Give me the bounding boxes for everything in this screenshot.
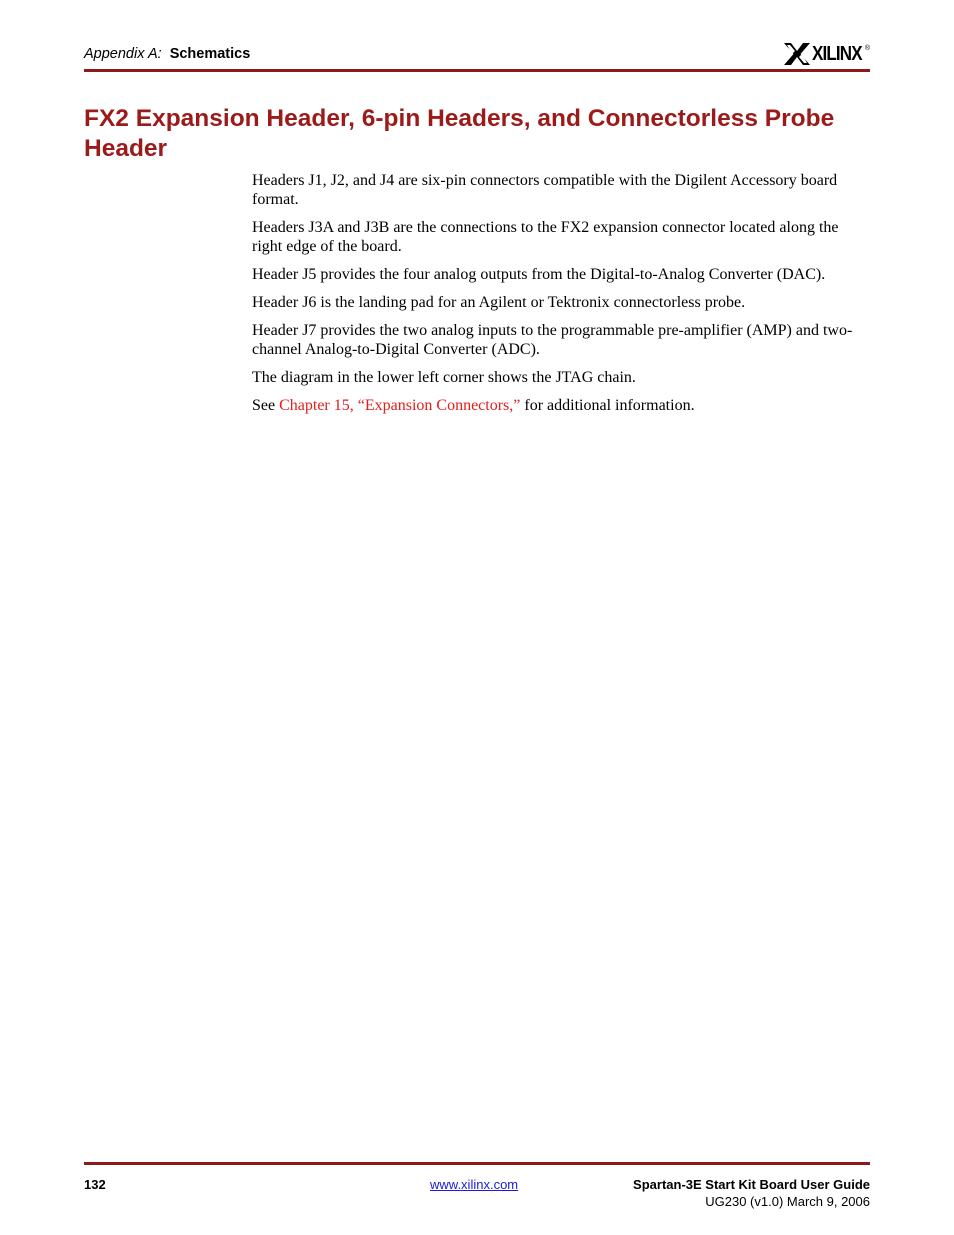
xilinx-url-link[interactable]: www.xilinx.com [430,1177,519,1192]
page-number: 132 [84,1177,106,1192]
running-header [84,46,250,62]
section-label: Schematics [169,46,251,62]
paragraph: The diagram in the lower left corner shows the JTAG chain. [252,369,636,386]
see-prefix: See [252,397,280,414]
xilinx-logo [784,40,870,68]
page-title: FX2 Expansion Header, 6-pin Headers, and Connectorless Probe Header [84,105,835,162]
page-header [84,40,870,72]
paragraph: Header J6 is the landing pad for an Agilent or Tektronix connectorless probe. [252,294,746,311]
body-text [252,171,870,424]
registered-mark: ® [864,44,870,52]
see-suffix: for additional information. [520,397,695,414]
paragraph: Headers J1, J2, and J4 are six-pin connectors compatible with the Digilent Accessory board format. [252,172,838,208]
paragraph: Header J7 provides the two analog inputs to the programmable pre-amplifier (AMP) and two-channel Analog-to-Digital Converter (ADC). [252,322,853,358]
footer-rule [84,1162,870,1165]
guide-title: Spartan-3E Start Kit Board User Guide [633,1177,870,1192]
see-also-paragraph [252,396,870,415]
appendix-label: Appendix A: [84,46,162,62]
chapter-15-link[interactable]: Chapter 15, “Expansion Connectors,” [279,397,521,414]
footer-guide-info [633,1176,870,1210]
paragraph: Header J5 provides the four analog outputs from the Digital-to-Analog Converter (DAC). [252,266,826,283]
logo-text: XILINX [812,42,863,65]
paragraph: Headers J3A and J3B are the connections to the FX2 expansion connector located along the right edge of the board. [252,219,839,255]
guide-version: UG230 (v1.0) March 9, 2006 [705,1194,870,1209]
header-rule [84,69,870,72]
xilinx-x-icon [784,41,810,67]
